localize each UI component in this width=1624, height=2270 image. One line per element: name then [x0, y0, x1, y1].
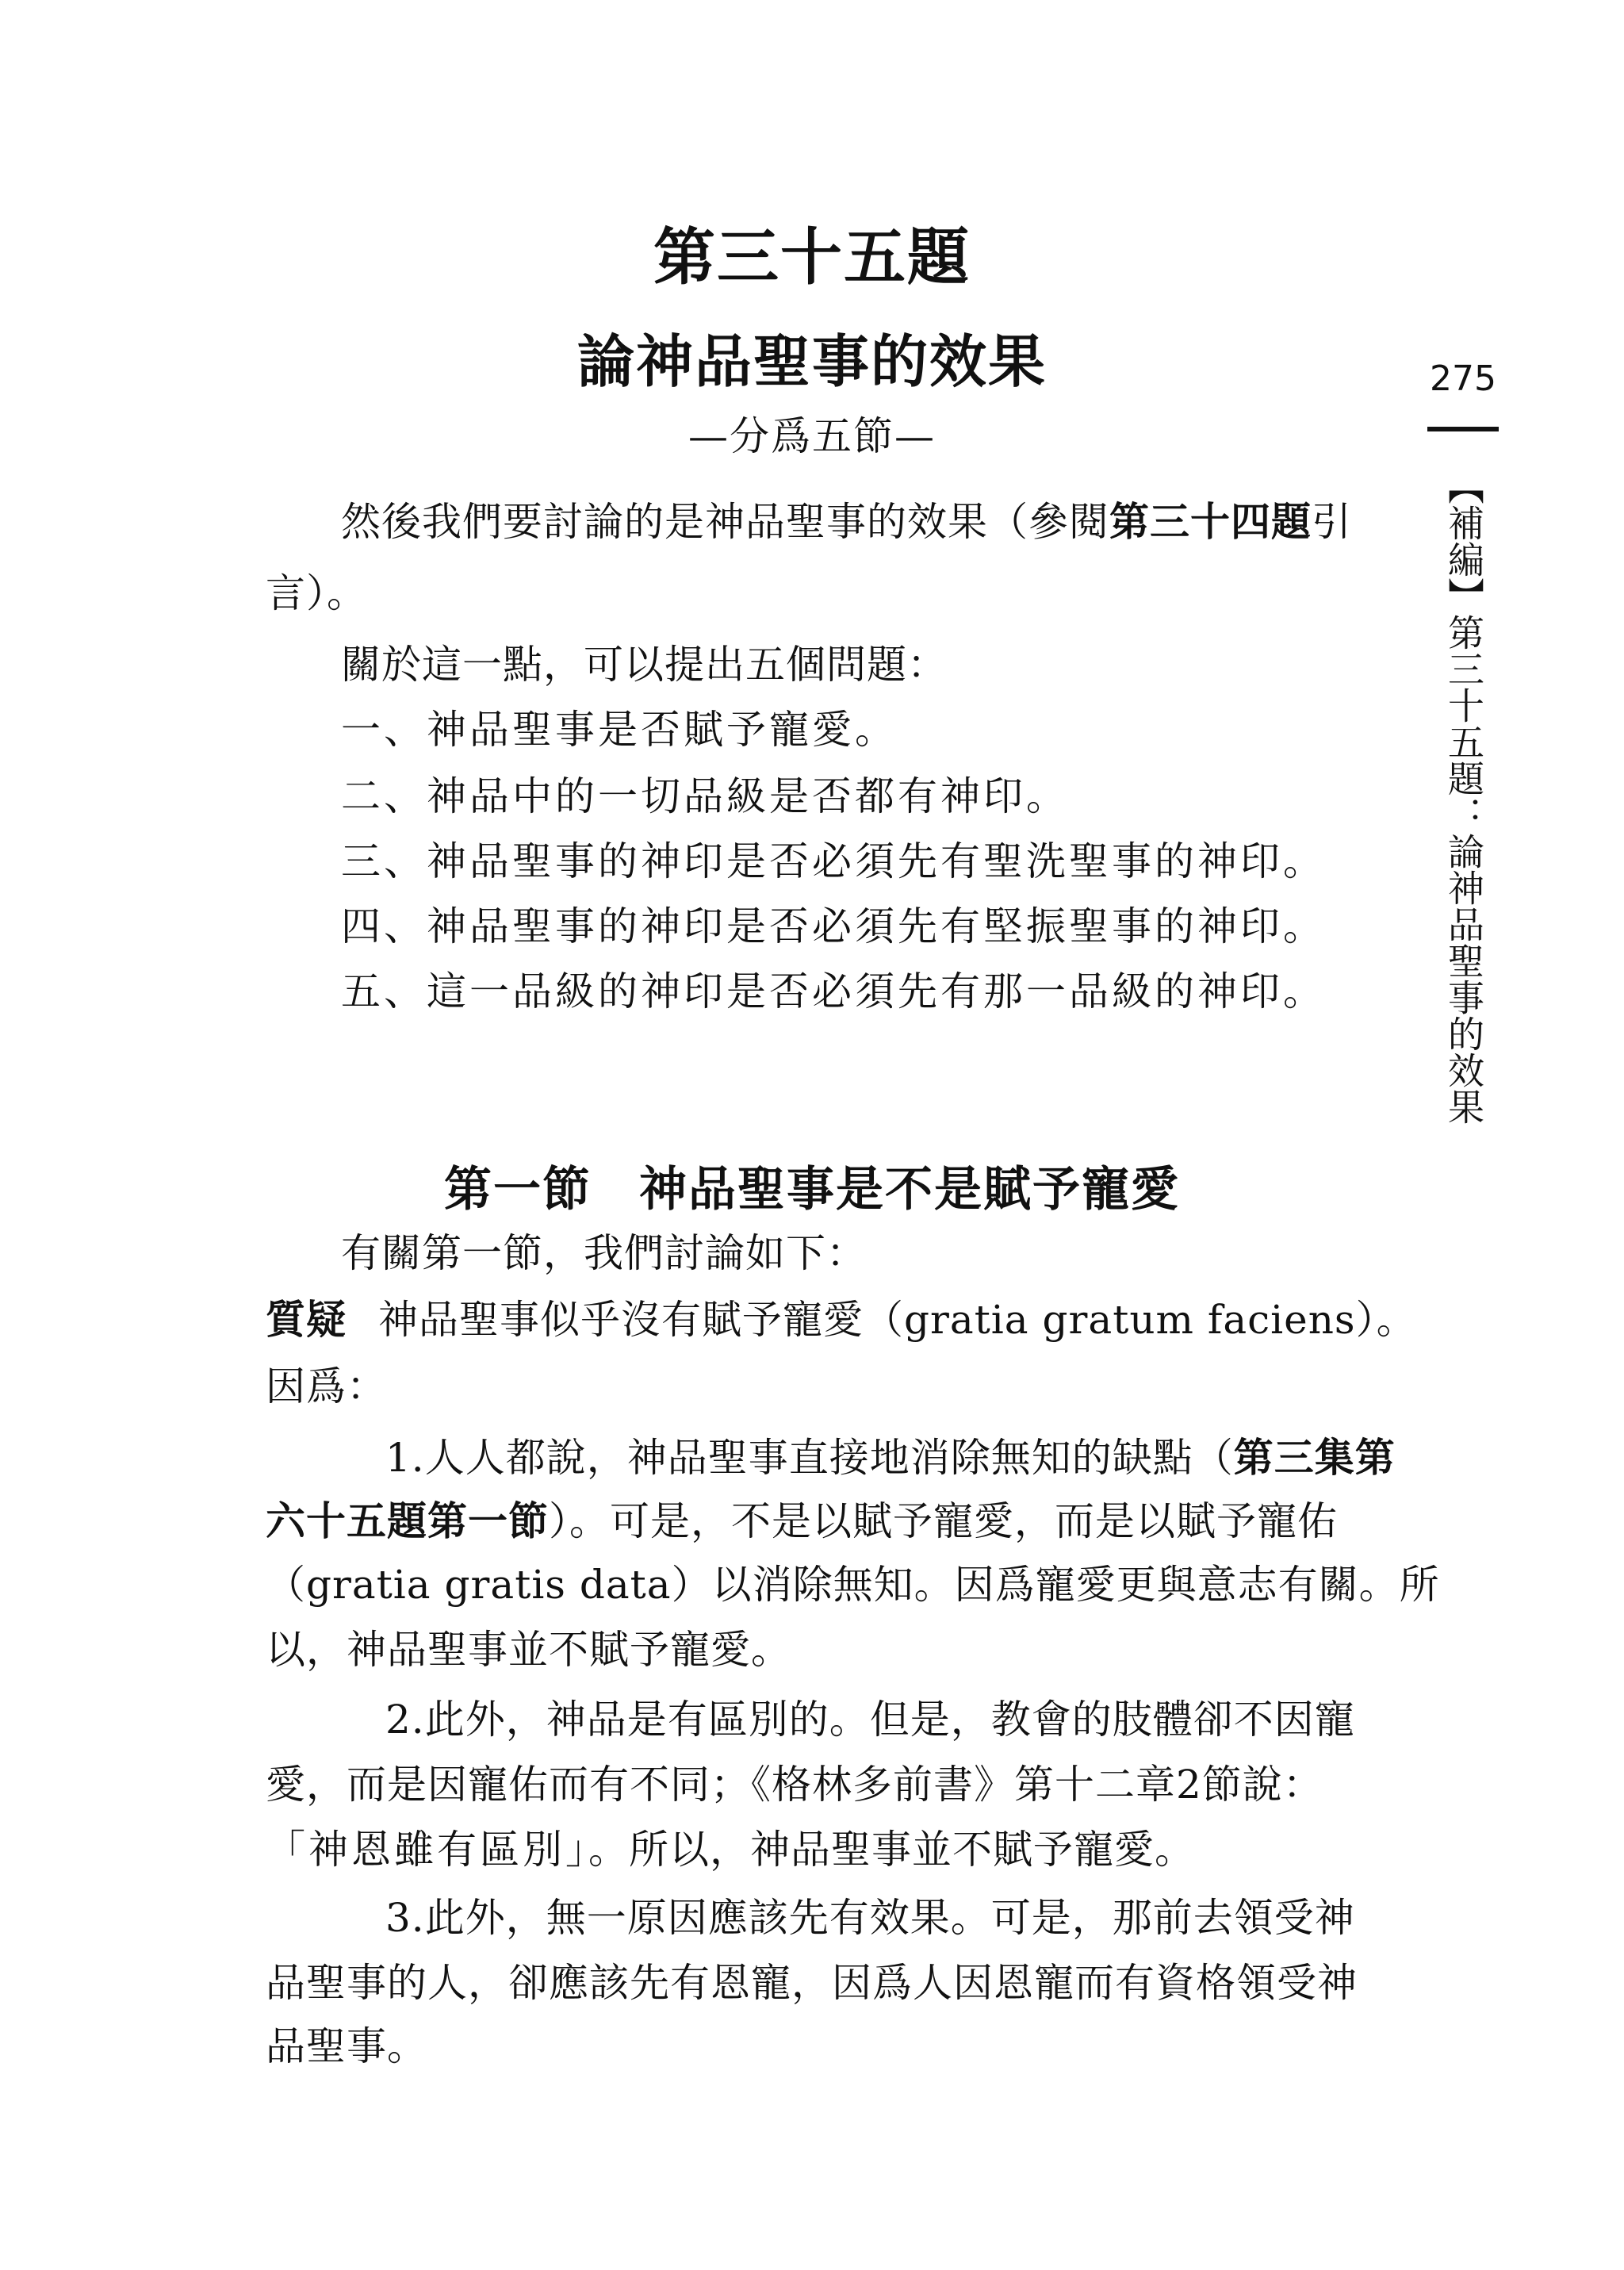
- question-item-1: 一、神品聖事是否賦予寵愛。: [341, 707, 898, 753]
- argument-2-line-3-b: 。所以，神品聖事並不賦予寵愛。: [588, 1827, 1195, 1873]
- argument-1-ref-a: 第三集第: [1233, 1434, 1396, 1481]
- section-label: 第一節: [444, 1162, 592, 1217]
- section-intro: 有關第一節，我們討論如下：: [341, 1230, 867, 1276]
- section-title: 神品聖事是不是賦予寵愛: [639, 1162, 1180, 1217]
- intro-ref-question: 第三十四題: [1109, 498, 1312, 545]
- page-number: 275: [1430, 359, 1496, 399]
- argument-3-line-3: 品聖事。: [266, 2023, 427, 2069]
- argument-2-line-2: 愛，而是因寵佑而有不同；《格林多前書》第十二章2節說：: [266, 1762, 1323, 1808]
- intro-line-1-a: 然後我們要討論的是神品聖事的效果（參閱: [341, 499, 1109, 545]
- intro-line-2: 言）。: [266, 570, 367, 616]
- argument-1-line-2-b: ）。可是，不是以賦予寵愛，而是以賦予寵佑: [549, 1498, 1338, 1544]
- question-item-4: 四、神品聖事的神印是否必須先有堅振聖事的神印。: [341, 903, 1326, 949]
- argument-1-line-2: [266, 1490, 1338, 1547]
- objection-text: 神品聖事似乎沒有賦予寵愛（gratia gratum faciens）。: [378, 1297, 1417, 1343]
- argument-1-line-1: [385, 1426, 1396, 1483]
- question-subtitle: —分爲五節—: [688, 413, 936, 459]
- running-head: 【補編】第三十五題：論神品聖事的效果: [1442, 468, 1485, 1125]
- objection-label: 質疑: [266, 1297, 347, 1343]
- objection-line: [266, 1288, 1417, 1345]
- page-number-rule: [1427, 427, 1499, 431]
- question-number: 第三十五題: [653, 221, 971, 293]
- intro-line-1-c: 引: [1312, 499, 1352, 545]
- argument-1-line-3: （gratia gratis data）以消除無知。因爲寵愛更與意志有關。所: [266, 1562, 1440, 1608]
- argument-2-line-1: 2.此外，神品是有區別的。但是，教會的肢體卻不因寵: [385, 1697, 1355, 1743]
- argument-1-line-1-a: 1.人人都說，神品聖事直接地消除無知的缺點（: [385, 1435, 1234, 1481]
- argument-1-line-4: 以，神品聖事並不賦予寵愛。: [266, 1627, 791, 1673]
- question-item-5: 五、這一品級的神印是否必須先有那一品級的神印。: [341, 968, 1326, 1014]
- because-line: 因爲：: [266, 1363, 387, 1409]
- argument-2-line-3: [266, 1818, 1195, 1875]
- question-item-2: 二、神品中的一切品級是否都有神印。: [341, 773, 1069, 819]
- intro-line-1: [341, 490, 1352, 547]
- argument-3-line-2: 品聖事的人，卻應該先有恩寵，因爲人因恩寵而有資格領受神: [266, 1960, 1358, 2006]
- question-title: 論神品聖事的效果: [576, 328, 1047, 395]
- intro-line-3: 關於這一點，可以提出五個問題：: [341, 642, 948, 688]
- argument-3-line-1: 3.此外，無一原因應該先有效果。可是，那前去領受神: [385, 1895, 1355, 1941]
- question-item-3: 三、神品聖事的神印是否必須先有聖洗聖事的神印。: [341, 838, 1326, 884]
- argument-1-ref-b: 六十五題第一節: [266, 1497, 549, 1544]
- scripture-quote: 「神恩雖有區別」: [266, 1827, 588, 1873]
- section-heading: [0, 1152, 1624, 1220]
